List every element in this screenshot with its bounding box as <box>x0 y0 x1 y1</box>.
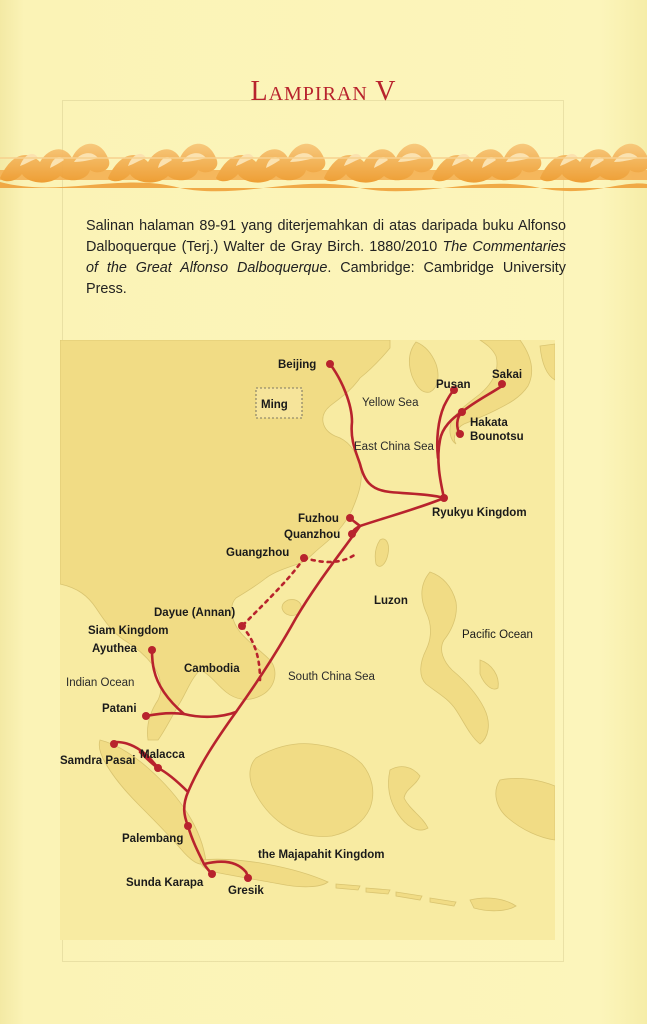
marker-sunda-karapa <box>208 870 216 878</box>
label-sakai: Sakai <box>492 369 523 381</box>
label-samdra-pasai: Samdra Pasai <box>60 755 136 767</box>
marker-patani <box>142 712 150 720</box>
label-majapahit: the Majapahit Kingdom <box>258 849 385 861</box>
label-fuzhou: Fuzhou <box>298 513 339 525</box>
page-title: Lampiran V <box>250 76 397 107</box>
marker-guangzhou <box>300 554 308 562</box>
marker-dayue <box>238 622 246 630</box>
label-ming: Ming <box>261 399 288 411</box>
caption-line-2: Dalboquerque (Terj.) Walter de Gray Birch. 1880/2010 <box>86 239 443 255</box>
trade-route-map <box>60 340 555 940</box>
marker-gresik <box>244 874 252 882</box>
caption <box>86 216 566 300</box>
label-dayue: Dayue (Annan) <box>154 607 236 619</box>
marker-sakai <box>498 380 506 388</box>
label-yellow-sea: Yellow Sea <box>362 397 419 409</box>
label-ryukyu: Ryukyu Kingdom <box>432 507 527 519</box>
marker-beijing <box>326 360 334 368</box>
label-siam: Siam Kingdom <box>88 625 169 637</box>
label-palembang: Palembang <box>122 833 184 845</box>
label-cambodia: Cambodia <box>184 663 240 675</box>
label-sunda-karapa: Sunda Karapa <box>126 877 204 889</box>
marker-ayuthea <box>148 646 156 654</box>
caption-book-title: The Commentaries of the Great Alfonso Dalboquerque <box>86 239 566 276</box>
marker-bounotsu <box>456 430 464 438</box>
label-quanzhou: Quanzhou <box>284 529 341 541</box>
marker-samdra-pasai <box>110 740 118 748</box>
label-pacific-ocean: Pacific Ocean <box>462 629 533 641</box>
label-gresik: Gresik <box>228 885 264 897</box>
label-east-china-sea: East China Sea <box>354 441 434 453</box>
map-canvas <box>60 340 555 940</box>
ornament-band-icon <box>0 118 647 200</box>
label-beijing: Beijing <box>278 359 317 371</box>
marker-malacca <box>154 764 162 772</box>
label-hakata: Hakata <box>470 417 508 429</box>
label-ayuthea: Ayuthea <box>92 643 137 655</box>
marker-fuzhou <box>346 514 354 522</box>
marker-palembang <box>184 822 192 830</box>
label-pusan: Pusan <box>436 379 471 391</box>
caption-line-1: Salinan halaman 89-91 yang diterjemahkan di atas daripada buku Alfonso <box>86 218 566 234</box>
label-guangzhou: Guangzhou <box>226 547 290 559</box>
label-indian-ocean: Indian Ocean <box>66 677 135 689</box>
marker-hakata <box>458 408 466 416</box>
label-bounotsu: Bounotsu <box>470 431 524 443</box>
label-malacca: Malacca <box>140 749 185 761</box>
caption-line-3: . Cambridge: Cambridge University Press. <box>86 260 566 297</box>
marker-quanzhou <box>348 530 356 538</box>
label-patani: Patani <box>102 703 137 715</box>
label-luzon: Luzon <box>374 595 408 607</box>
marker-ryukyu <box>440 494 448 502</box>
label-south-china-sea: South China Sea <box>288 671 375 683</box>
